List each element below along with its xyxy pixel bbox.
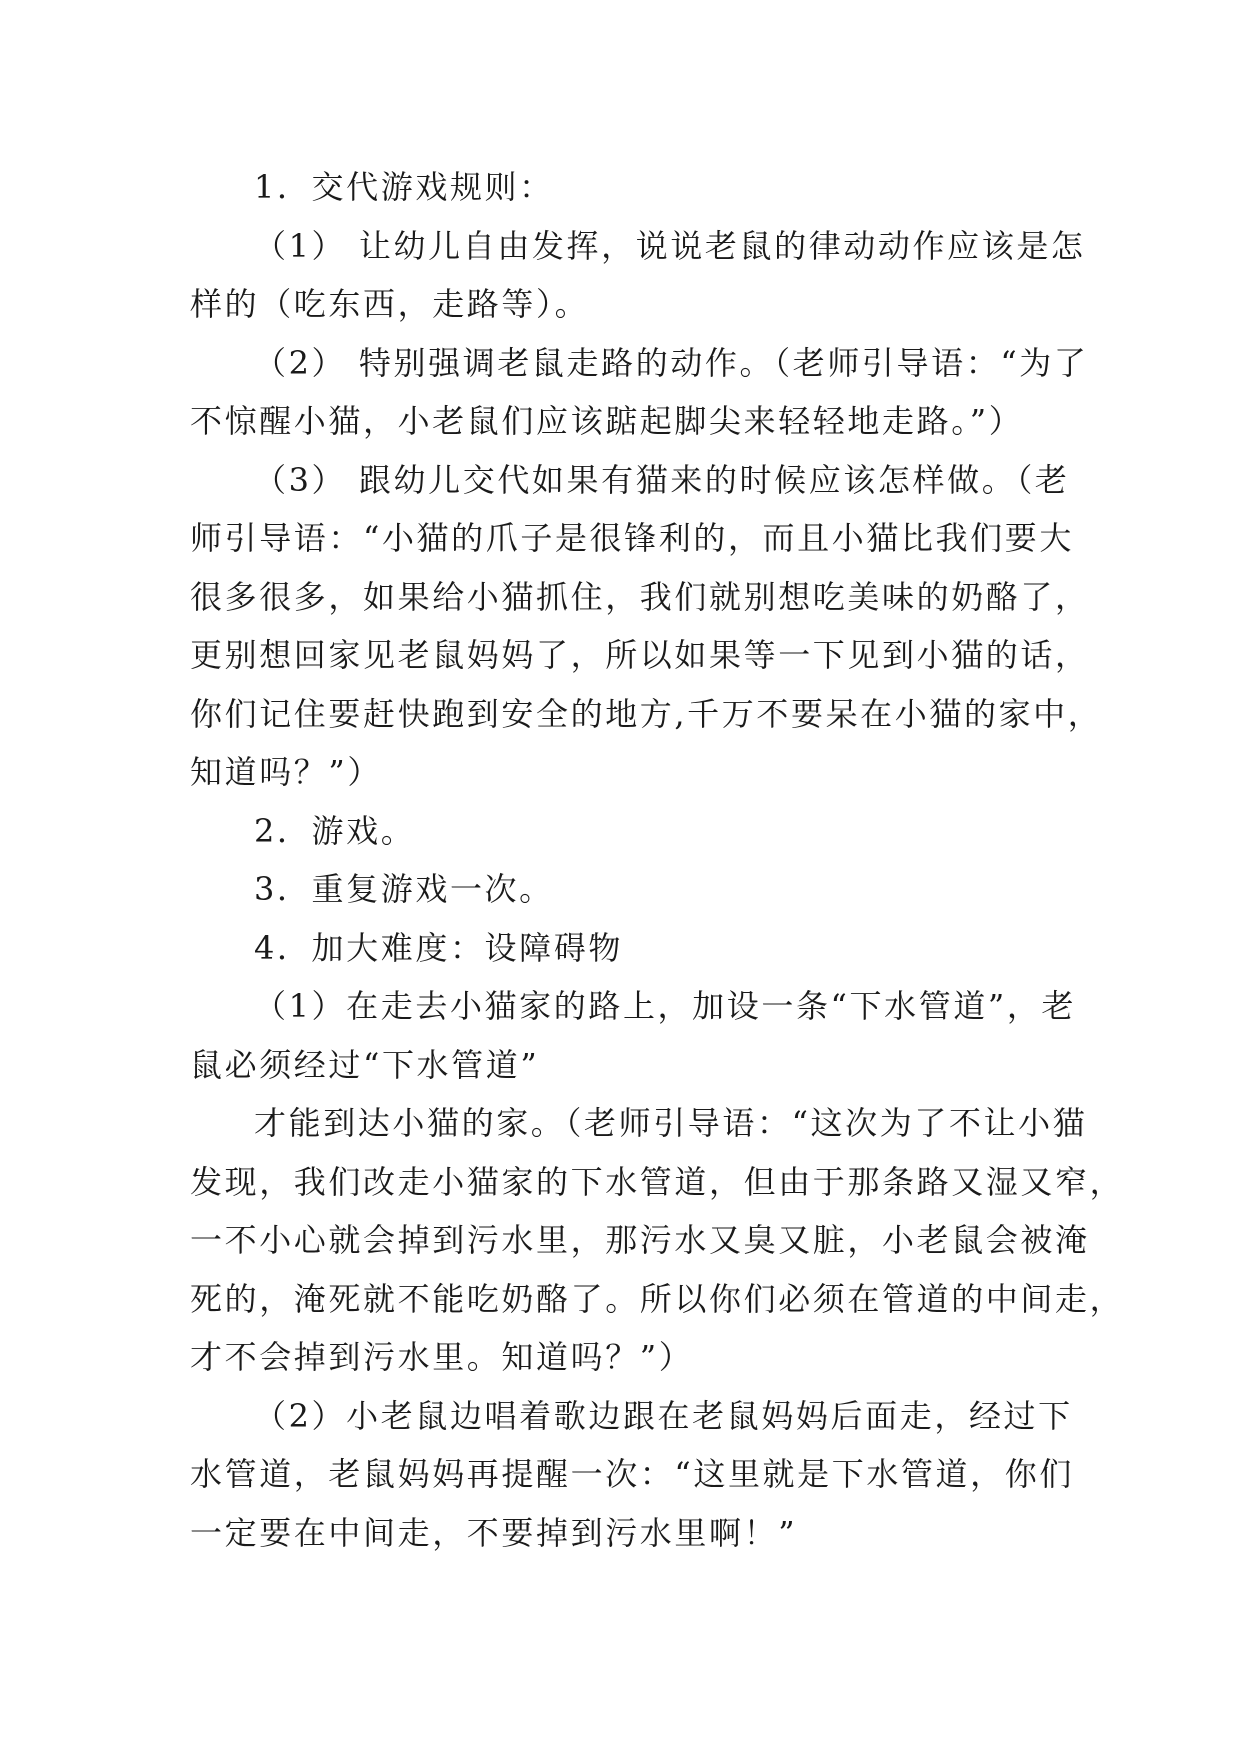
text-line: 一定要在中间走，不要掉到污水里啊！”	[190, 1513, 798, 1552]
text-line: 很多很多，如果给小猫抓住，我们就别想吃美味的奶酪了，	[190, 577, 1090, 616]
text-line: 样的（吃东西，走路等）。	[190, 285, 590, 323]
text-line: 一不小心就会掉到污水里，那污水又臭又脏，小老鼠会被淹	[190, 1221, 1090, 1259]
text-line: 4．加大难度：设障碍物	[254, 928, 623, 967]
text-line: 死的，淹死就不能吃奶酪了。所以你们必须在管道的中间走，	[190, 1279, 1125, 1318]
text-line: 发现，我们改走小猫家的下水管道，但由于那条路又湿又窄，	[190, 1162, 1125, 1201]
text-line: （2）小老鼠边唱着歌边跟在老鼠妈妈后面走，经过下	[254, 1396, 1073, 1435]
text-line: 才不会掉到污水里。知道吗？”）	[190, 1338, 694, 1376]
text-line: 知道吗？”）	[190, 753, 382, 791]
text-line: 不惊醒小猫，小老鼠们应该踮起脚尖来轻轻地走路。”）	[190, 402, 1024, 440]
text-line: 才能到达小猫的家。（老师引导语：“这次为了不让小猫	[254, 1104, 1088, 1142]
text-line: 你们记住要赶快跑到安全的地方,千万不要呆在小猫的家中，	[190, 694, 1103, 733]
text-line: （2） 特别强调老鼠走路的动作。（老师引导语：“为了	[254, 343, 1089, 382]
text-line: 水管道，老鼠妈妈再提醒一次：“这里就是下水管道，你们	[190, 1455, 1074, 1493]
text-line: 鼠必须经过“下水管道”	[190, 1045, 540, 1084]
text-line: 1．交代游戏规则：	[254, 168, 554, 206]
text-line: （1）在走去小猫家的路上，加设一条“下水管道”，老	[254, 987, 1077, 1025]
document-body	[190, 158, 1125, 1562]
text-line: （1） 让幼儿自由发挥，说说老鼠的律动动作应该是怎	[254, 226, 1086, 265]
text-line: 更别想回家见老鼠妈妈了，所以如果等一下见到小猫的话，	[190, 636, 1090, 674]
text-line: 师引导语：“小猫的爪子是很锋利的，而且小猫比我们要大	[190, 519, 1074, 557]
text-line: （3） 跟幼儿交代如果有猫来的时候应该怎样做。（老	[254, 460, 1070, 499]
text-line: 3．重复游戏一次。	[254, 870, 554, 908]
text-line: 2．游戏。	[254, 811, 416, 850]
